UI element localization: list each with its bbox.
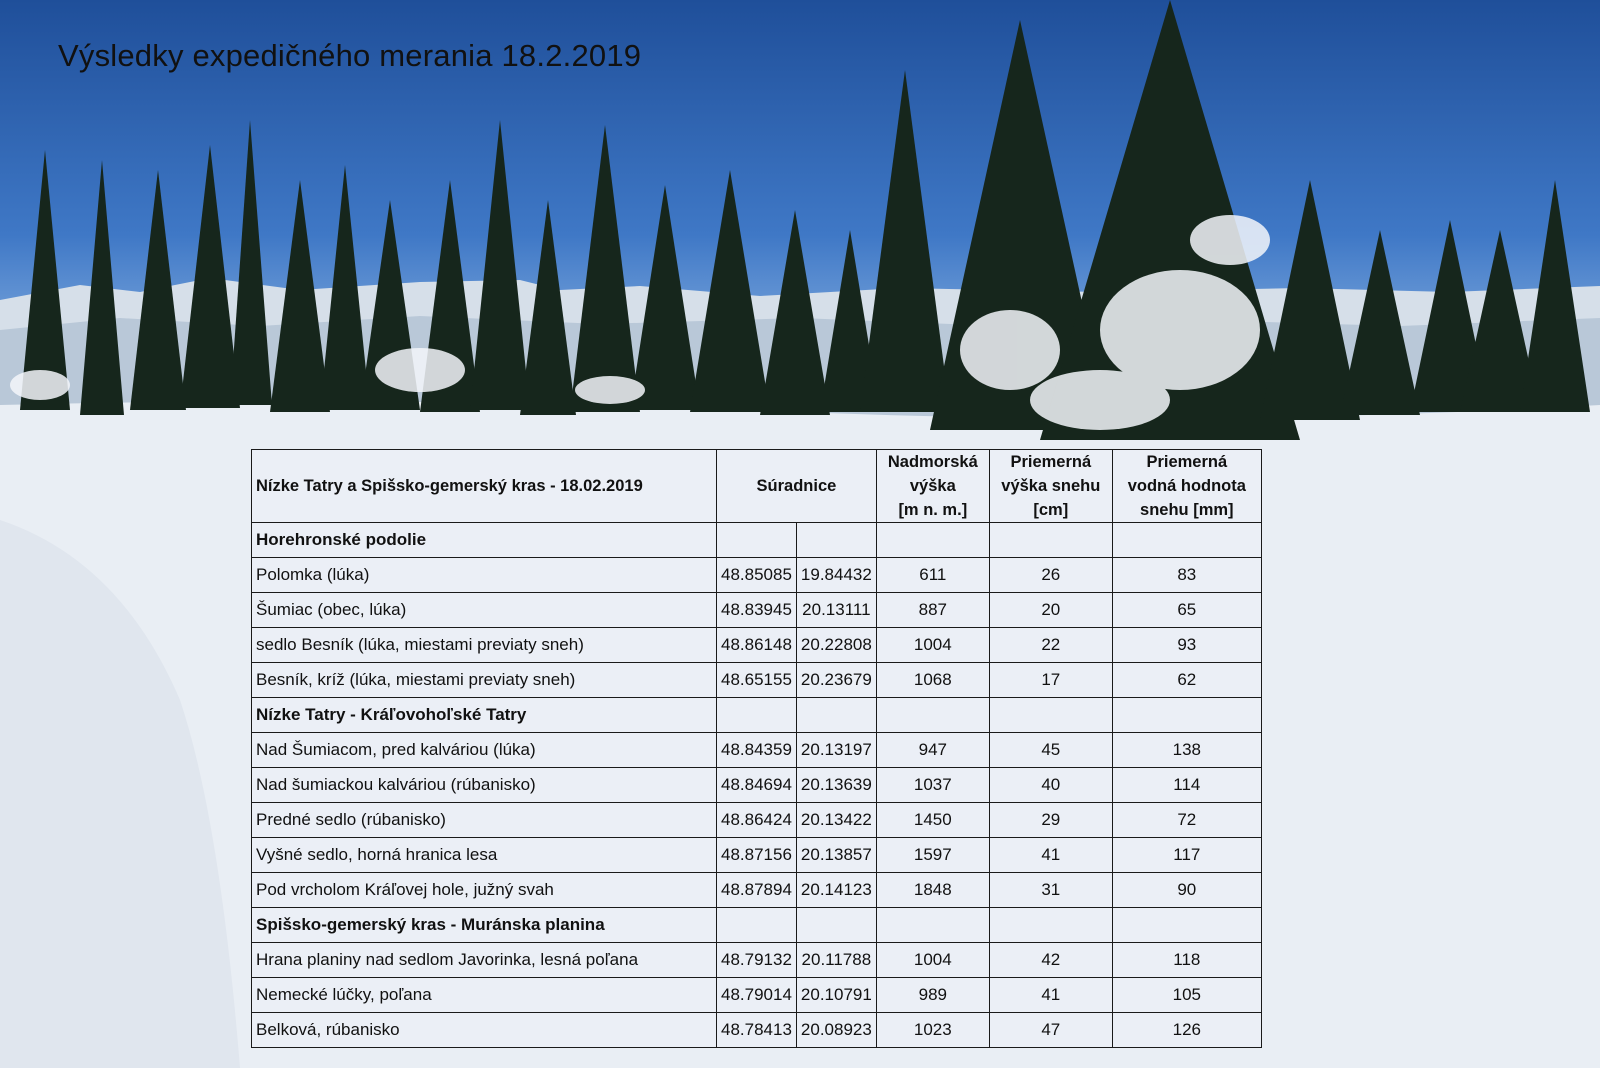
longitude-cell: 20.13639: [796, 768, 876, 803]
latitude-cell: 48.79132: [717, 943, 797, 978]
group-name: Spišsko-gemerský kras - Muránska planina: [252, 908, 717, 943]
empty-cell: [1112, 908, 1261, 943]
group-row: [252, 523, 1262, 558]
altitude-cell: 611: [876, 558, 989, 593]
longitude-cell: 20.11788: [796, 943, 876, 978]
snow-depth-cell: 41: [989, 978, 1112, 1013]
page-title: Výsledky expedičného merania 18.2.2019: [58, 38, 642, 73]
latitude-cell: 48.86424: [717, 803, 797, 838]
longitude-cell: 20.13422: [796, 803, 876, 838]
snow-depth-cell: 40: [989, 768, 1112, 803]
snow-measurement-table: [251, 449, 1262, 1048]
empty-cell: [876, 698, 989, 733]
latitude-cell: 48.85085: [717, 558, 797, 593]
swe-cell: 65: [1112, 593, 1261, 628]
longitude-cell: 20.23679: [796, 663, 876, 698]
table-row: [252, 1013, 1262, 1048]
group-row: [252, 698, 1262, 733]
latitude-cell: 48.83945: [717, 593, 797, 628]
location-cell: Hrana planiny nad sedlom Javorinka, lesná poľana: [252, 943, 717, 978]
empty-cell: [796, 908, 876, 943]
latitude-cell: 48.65155: [717, 663, 797, 698]
snow-depth-cell: 31: [989, 873, 1112, 908]
table-row: [252, 838, 1262, 873]
altitude-cell: 1848: [876, 873, 989, 908]
table-row: [252, 943, 1262, 978]
table-row: [252, 803, 1262, 838]
longitude-cell: 20.10791: [796, 978, 876, 1013]
swe-cell: 62: [1112, 663, 1261, 698]
header-coordinates: Súradnice: [717, 450, 877, 523]
empty-cell: [989, 523, 1112, 558]
swe-cell: 114: [1112, 768, 1261, 803]
latitude-cell: 48.84694: [717, 768, 797, 803]
table-row: [252, 733, 1262, 768]
empty-cell: [989, 698, 1112, 733]
snow-depth-cell: 20: [989, 593, 1112, 628]
swe-cell: 90: [1112, 873, 1261, 908]
table-row: [252, 978, 1262, 1013]
empty-cell: [876, 523, 989, 558]
table-row: [252, 663, 1262, 698]
group-name: Nízke Tatry - Kráľovohoľské Tatry: [252, 698, 717, 733]
empty-cell: [717, 908, 797, 943]
location-cell: Nemecké lúčky, poľana: [252, 978, 717, 1013]
longitude-cell: 20.13197: [796, 733, 876, 768]
altitude-cell: 1450: [876, 803, 989, 838]
swe-cell: 72: [1112, 803, 1261, 838]
latitude-cell: 48.79014: [717, 978, 797, 1013]
location-cell: Predné sedlo (rúbanisko): [252, 803, 717, 838]
location-cell: Vyšné sedlo, horná hranica lesa: [252, 838, 717, 873]
location-cell: Nad Šumiacom, pred kalváriou (lúka): [252, 733, 717, 768]
latitude-cell: 48.78413: [717, 1013, 797, 1048]
longitude-cell: 20.14123: [796, 873, 876, 908]
empty-cell: [717, 523, 797, 558]
snow-depth-cell: 22: [989, 628, 1112, 663]
table-row: [252, 628, 1262, 663]
table-row: [252, 768, 1262, 803]
altitude-cell: 1037: [876, 768, 989, 803]
swe-cell: 118: [1112, 943, 1261, 978]
location-cell: Belková, rúbanisko: [252, 1013, 717, 1048]
table-row: [252, 558, 1262, 593]
snow-depth-cell: 47: [989, 1013, 1112, 1048]
location-cell: Besník, kríž (lúka, miestami previaty sneh): [252, 663, 717, 698]
group-name: Horehronské podolie: [252, 523, 717, 558]
longitude-cell: 20.13111: [796, 593, 876, 628]
location-cell: sedlo Besník (lúka, miestami previaty sneh): [252, 628, 717, 663]
location-cell: Polomka (lúka): [252, 558, 717, 593]
altitude-cell: 989: [876, 978, 989, 1013]
longitude-cell: 20.13857: [796, 838, 876, 873]
empty-cell: [796, 698, 876, 733]
altitude-cell: 1004: [876, 943, 989, 978]
snow-depth-cell: 17: [989, 663, 1112, 698]
location-cell: Šumiac (obec, lúka): [252, 593, 717, 628]
snow-depth-cell: 41: [989, 838, 1112, 873]
table-row: [252, 873, 1262, 908]
snow-depth-cell: 45: [989, 733, 1112, 768]
location-cell: Pod vrcholom Kráľovej hole, južný svah: [252, 873, 717, 908]
altitude-cell: 1023: [876, 1013, 989, 1048]
longitude-cell: 19.84432: [796, 558, 876, 593]
swe-cell: 138: [1112, 733, 1261, 768]
latitude-cell: 48.84359: [717, 733, 797, 768]
altitude-cell: 1597: [876, 838, 989, 873]
table-body: [252, 523, 1262, 1048]
empty-cell: [989, 908, 1112, 943]
empty-cell: [876, 908, 989, 943]
empty-cell: [1112, 523, 1261, 558]
table-row: [252, 593, 1262, 628]
swe-cell: 105: [1112, 978, 1261, 1013]
longitude-cell: 20.22808: [796, 628, 876, 663]
latitude-cell: 48.86148: [717, 628, 797, 663]
empty-cell: [796, 523, 876, 558]
snow-depth-cell: 26: [989, 558, 1112, 593]
header-snow-water-equivalent: Priemerná vodná hodnota snehu [mm]: [1112, 450, 1261, 523]
snow-depth-cell: 29: [989, 803, 1112, 838]
latitude-cell: 48.87156: [717, 838, 797, 873]
group-row: [252, 908, 1262, 943]
latitude-cell: 48.87894: [717, 873, 797, 908]
altitude-cell: 1004: [876, 628, 989, 663]
location-cell: Nad šumiackou kalváriou (rúbanisko): [252, 768, 717, 803]
altitude-cell: 947: [876, 733, 989, 768]
snow-depth-cell: 42: [989, 943, 1112, 978]
header-region: Nízke Tatry a Spišsko-gemerský kras - 18.02.2019: [252, 450, 717, 523]
swe-cell: 83: [1112, 558, 1261, 593]
swe-cell: 117: [1112, 838, 1261, 873]
header-snow-depth: Priemerná výška snehu [cm]: [989, 450, 1112, 523]
empty-cell: [1112, 698, 1261, 733]
table-header-row: [252, 450, 1262, 523]
header-altitude: Nadmorská výška [m n. m.]: [876, 450, 989, 523]
longitude-cell: 20.08923: [796, 1013, 876, 1048]
empty-cell: [717, 698, 797, 733]
swe-cell: 126: [1112, 1013, 1261, 1048]
swe-cell: 93: [1112, 628, 1261, 663]
altitude-cell: 887: [876, 593, 989, 628]
altitude-cell: 1068: [876, 663, 989, 698]
